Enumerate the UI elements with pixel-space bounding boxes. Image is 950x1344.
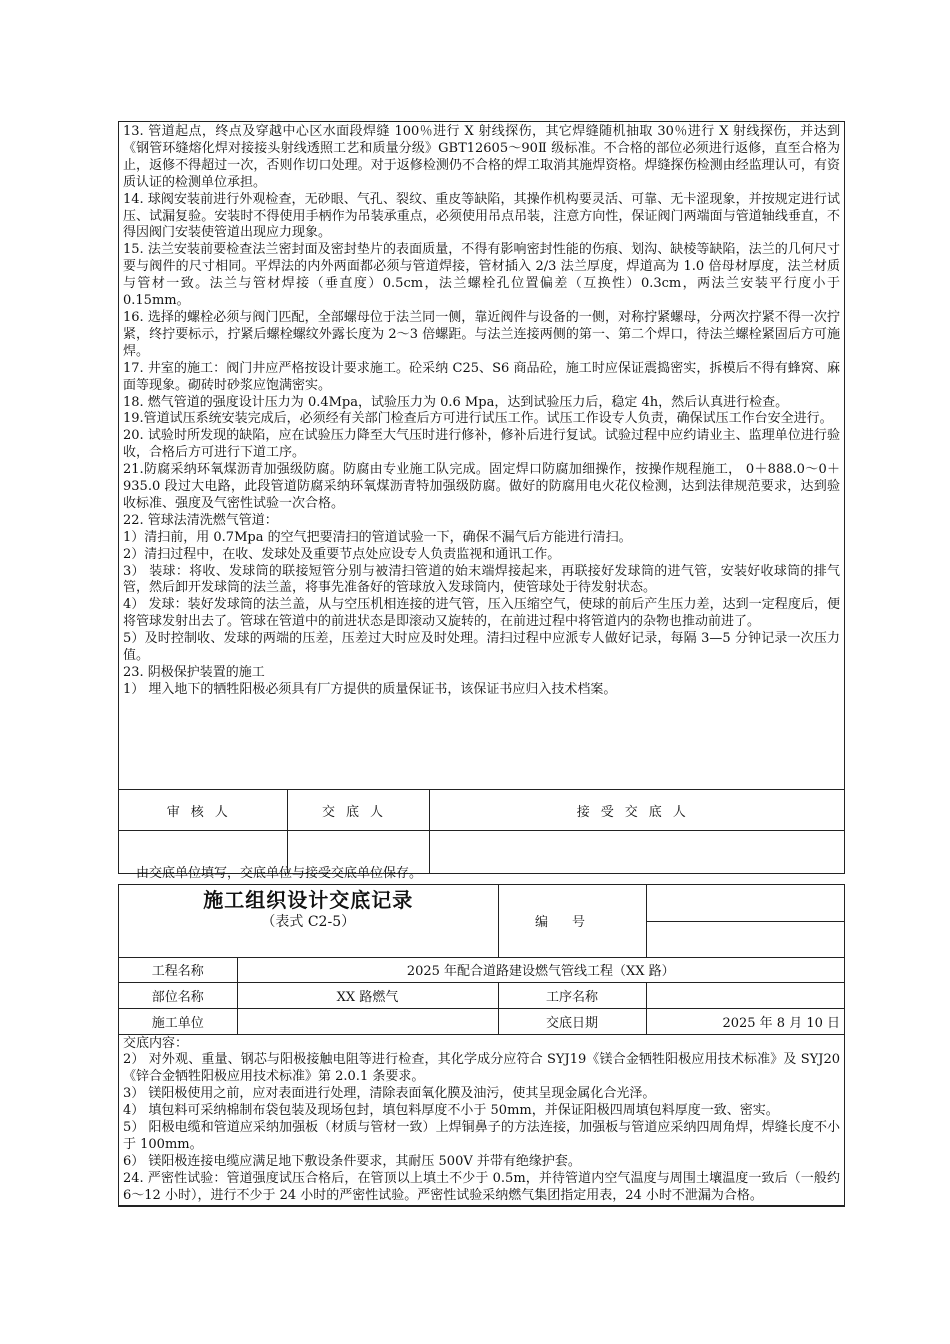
unit-value[interactable] [237,1008,498,1034]
content-item-2: 2） 对外观、重量、钢芯与阳极接触电阻等进行检查，其化学成分应符合 SYJ19《镁合金牺牲阳极应用技术标准》及 SYJ20《锌合金牺牲阳极应用技术标准》第 2.0.1 条要求。 [123,1052,840,1085]
form-title: 施工组织设计交底记录 [203,888,414,912]
footnote: 由交底单位填写，交底单位与接受交底单位保存。 [136,866,423,881]
paragraph-19: 19.管道试压系统安装完成后，必须经有关部门检查后方可进行试压工作。试压工作设专人负责，确保试压工作台安全进行。 [123,411,833,427]
part-value[interactable]: XX 路燃气 [237,982,498,1008]
content-item-4: 4） 填包料可采纳棉制布袋包装及现场包封，填包料厚度不小于 50mm，并保证阳极四周填包料厚度一致、密实。 [123,1103,779,1119]
form-header-table [119,885,844,1206]
content-item-3: 3） 镁阳极使用之前，应对表面进行处理，清除表面氧化膜及油污，使其呈现金属化合光泽。 [123,1086,656,1102]
paragraph-22-4: 4） 发球：装好发球筒的法兰盖，从与空压机相连接的进气管，压入压缩空气，使球的前后产生压力差，达到一定程度后，便将管球发射出去了。管球在管道中的前进状态是即滚动又旋转的，在前进过程中将管道内的杂物也推动前进了。 [123,597,840,630]
paragraph-20: 20. 试验时所发现的缺陷，应在试验压力降至大气压时进行修补，修补后进行复试。试验过程中应约请业主、监理单位进行验收，合格后方可进行下道工序。 [123,428,840,461]
process-value[interactable] [646,982,844,1008]
paragraph-16: 16. 选择的螺栓必须与阀门匹配，全部螺母位于法兰同一侧，靠近阀件与设备的一侧，对称拧紧螺母，分两次拧紧不得一次拧紧，终拧要标示，拧紧后螺栓螺纹外露长度为 2～3 倍螺距。与法兰连接两侧的第一、第二个焊口，待法兰螺栓紧固后方可施焊。 [123,309,840,359]
content-label: 交底内容： [123,1035,189,1051]
date-label: 交底日期 [498,1008,646,1034]
content-item-6: 6） 镁阳极连接电缆应满足地下敷设条件要求，其耐压 500V 并带有绝缘护套。 [123,1153,581,1169]
content-item-5: 5） 阳极电缆和管道应采纳加强板（材质与管材一致）上焊铜鼻子的方法连接，加强板与管道应采纳四周角焊，焊缝长度不小于 100mm。 [123,1120,840,1152]
reviewer-label: 审核人 [119,790,287,831]
paragraph-15: 15. 法兰安装前要检查法兰密封面及密封垫片的表面质量，不得有影响密封性能的伤痕、划沟、缺棱等缺陷，法兰的几何尺寸要与阀件的尺寸相同。平焊法的内外两面都必须与管道焊接，管材插入 2/3 法兰厚度，焊道高为 1.0 倍母材厚度，法兰材质与管材一致。法兰与管材焊接（垂直度）0.5cm，法兰螺栓孔位置偏差（互换性）0.3cm，两法兰安装平行度小于 0.15mm。 [123,242,840,309]
paragraph-23: 23. 阴极保护装置的施工 [123,665,265,680]
signature-table [119,789,844,873]
project-value[interactable]: 2025 年配合道路建设燃气管线工程（XX 路） [237,957,844,982]
process-label: 工序名称 [498,982,646,1008]
paragraph-22-3: 3） 装球：将收、发球筒的联接短管分别与被清扫管道的始末端焊接起来，再联接好发球筒的进气管，安装好收球筒的排气管，然后卸开发球筒的法兰盖，将事先准备好的管球放入发球筒内，使管球处于待发射状态。 [123,563,840,596]
receiver-signature-cell[interactable] [429,831,844,874]
record-form [118,884,845,1207]
form-title-cell [119,885,498,957]
paragraph-21: 21.防腐采纳环氧煤沥青加强级防腐。防腐由专业施工队完成。固定焊口防腐加细操作，按操作规程施工， 0＋888.0～0＋935.0 段过大电路，此段管道防腐采纳环氧煤沥青特加强级防腐。做好的防腐用电火花仪检测，达到法律规范要求，达到验收标准、强度及气密性试验一次合格。 [123,462,840,511]
unit-label: 施工单位 [119,1008,237,1034]
paragraph-22-2: 2）清扫过程中，在收、发球处及重要节点处应设专人负责监视和通讯工作。 [123,546,561,562]
content-cell [119,1034,844,1205]
paragraph-23-1: 1） 埋入地下的牺牲阳极必须具有厂方提供的质量保证书，该保证书应归入技术档案。 [123,681,617,697]
number-value-bottom[interactable] [646,921,844,957]
paragraph-13: 13. 管道起点，终点及穿越中心区水面段焊缝 100％进行 X 射线探伤，其它焊缝随机抽取 30％进行 X 射线探伤，并达到《钢管环缝熔化焊对接接头射线透照工艺和质量分级》GBT12605～90Ⅱ 级标准。不合格的部位必须进行返修，直至合格为止，返修不得超过一次，否则作切口处理。对于返修检测仍不合格的焊工取消其施焊资格。焊缝探伤检测由经监理认可，有资质认证的检测单位承担。 [123,124,840,190]
paragraph-22-5: 5）及时控制收、发球的两端的压差，压差过大时应及时处理。清扫过程中应派专人做好记录，每隔 3—5 分钟记录一次压力值。 [123,631,840,664]
receiver-label: 接受交底人 [429,790,844,831]
paragraph-17: 17. 井室的施工：阀门井应严格按设计要求施工。砼采纳 C25、S6 商品砼，施工时应保证震捣密实，拆模后不得有蜂窝、麻面等现象。砌砖时砂浆应饱满密实。 [123,360,840,393]
specification-text [119,122,844,789]
discloser-label: 交底人 [287,790,429,831]
specification-table [118,121,845,874]
number-value-top[interactable] [646,885,844,921]
project-label: 工程名称 [119,957,237,982]
content-item-24: 24. 严密性试验：管道强度试压合格后，在管顶以上填土不少于 0.5m，并待管道内空气温度与周围土壤温度一致后（一般约 6～12 小时），进行不少于 24 小时的严密性试验。严密性试验采纳燃气集团指定用表，24 小时不泄漏为合格。 [123,1170,840,1203]
paragraph-22: 22. 管球法清洗燃气管道： [123,512,278,528]
date-value[interactable]: 2025 年 8 月 10 日 [646,1008,844,1034]
form-subtitle: （表式 C2-5） [261,914,356,930]
paragraph-14: 14. 球阀安装前进行外观检查，无砂眼、气孔、裂纹、重皮等缺陷，其操作机构要灵活、可靠、无卡涩现象，并按规定进行试压、试漏复验。安装时不得使用手柄作为吊装承重点，必须使用吊点吊装，注意方向性，保证阀门两端面与管道轴线垂直，不得因阀门安装使管道出现应力现象。 [123,191,840,241]
paragraph-22-1: 1）清扫前，用 0.7Mpa 的空气把要清扫的管道试验一下，确保不漏气后方能进行清扫。 [123,529,632,545]
number-label: 编号 [498,885,646,957]
paragraph-18: 18. 燃气管道的强度设计压力为 0.4Mpa，试验压力为 0.6 Mpa，达到试验压力后，稳定 4h，然后认真进行检查。 [123,394,789,410]
part-label: 部位名称 [119,982,237,1008]
